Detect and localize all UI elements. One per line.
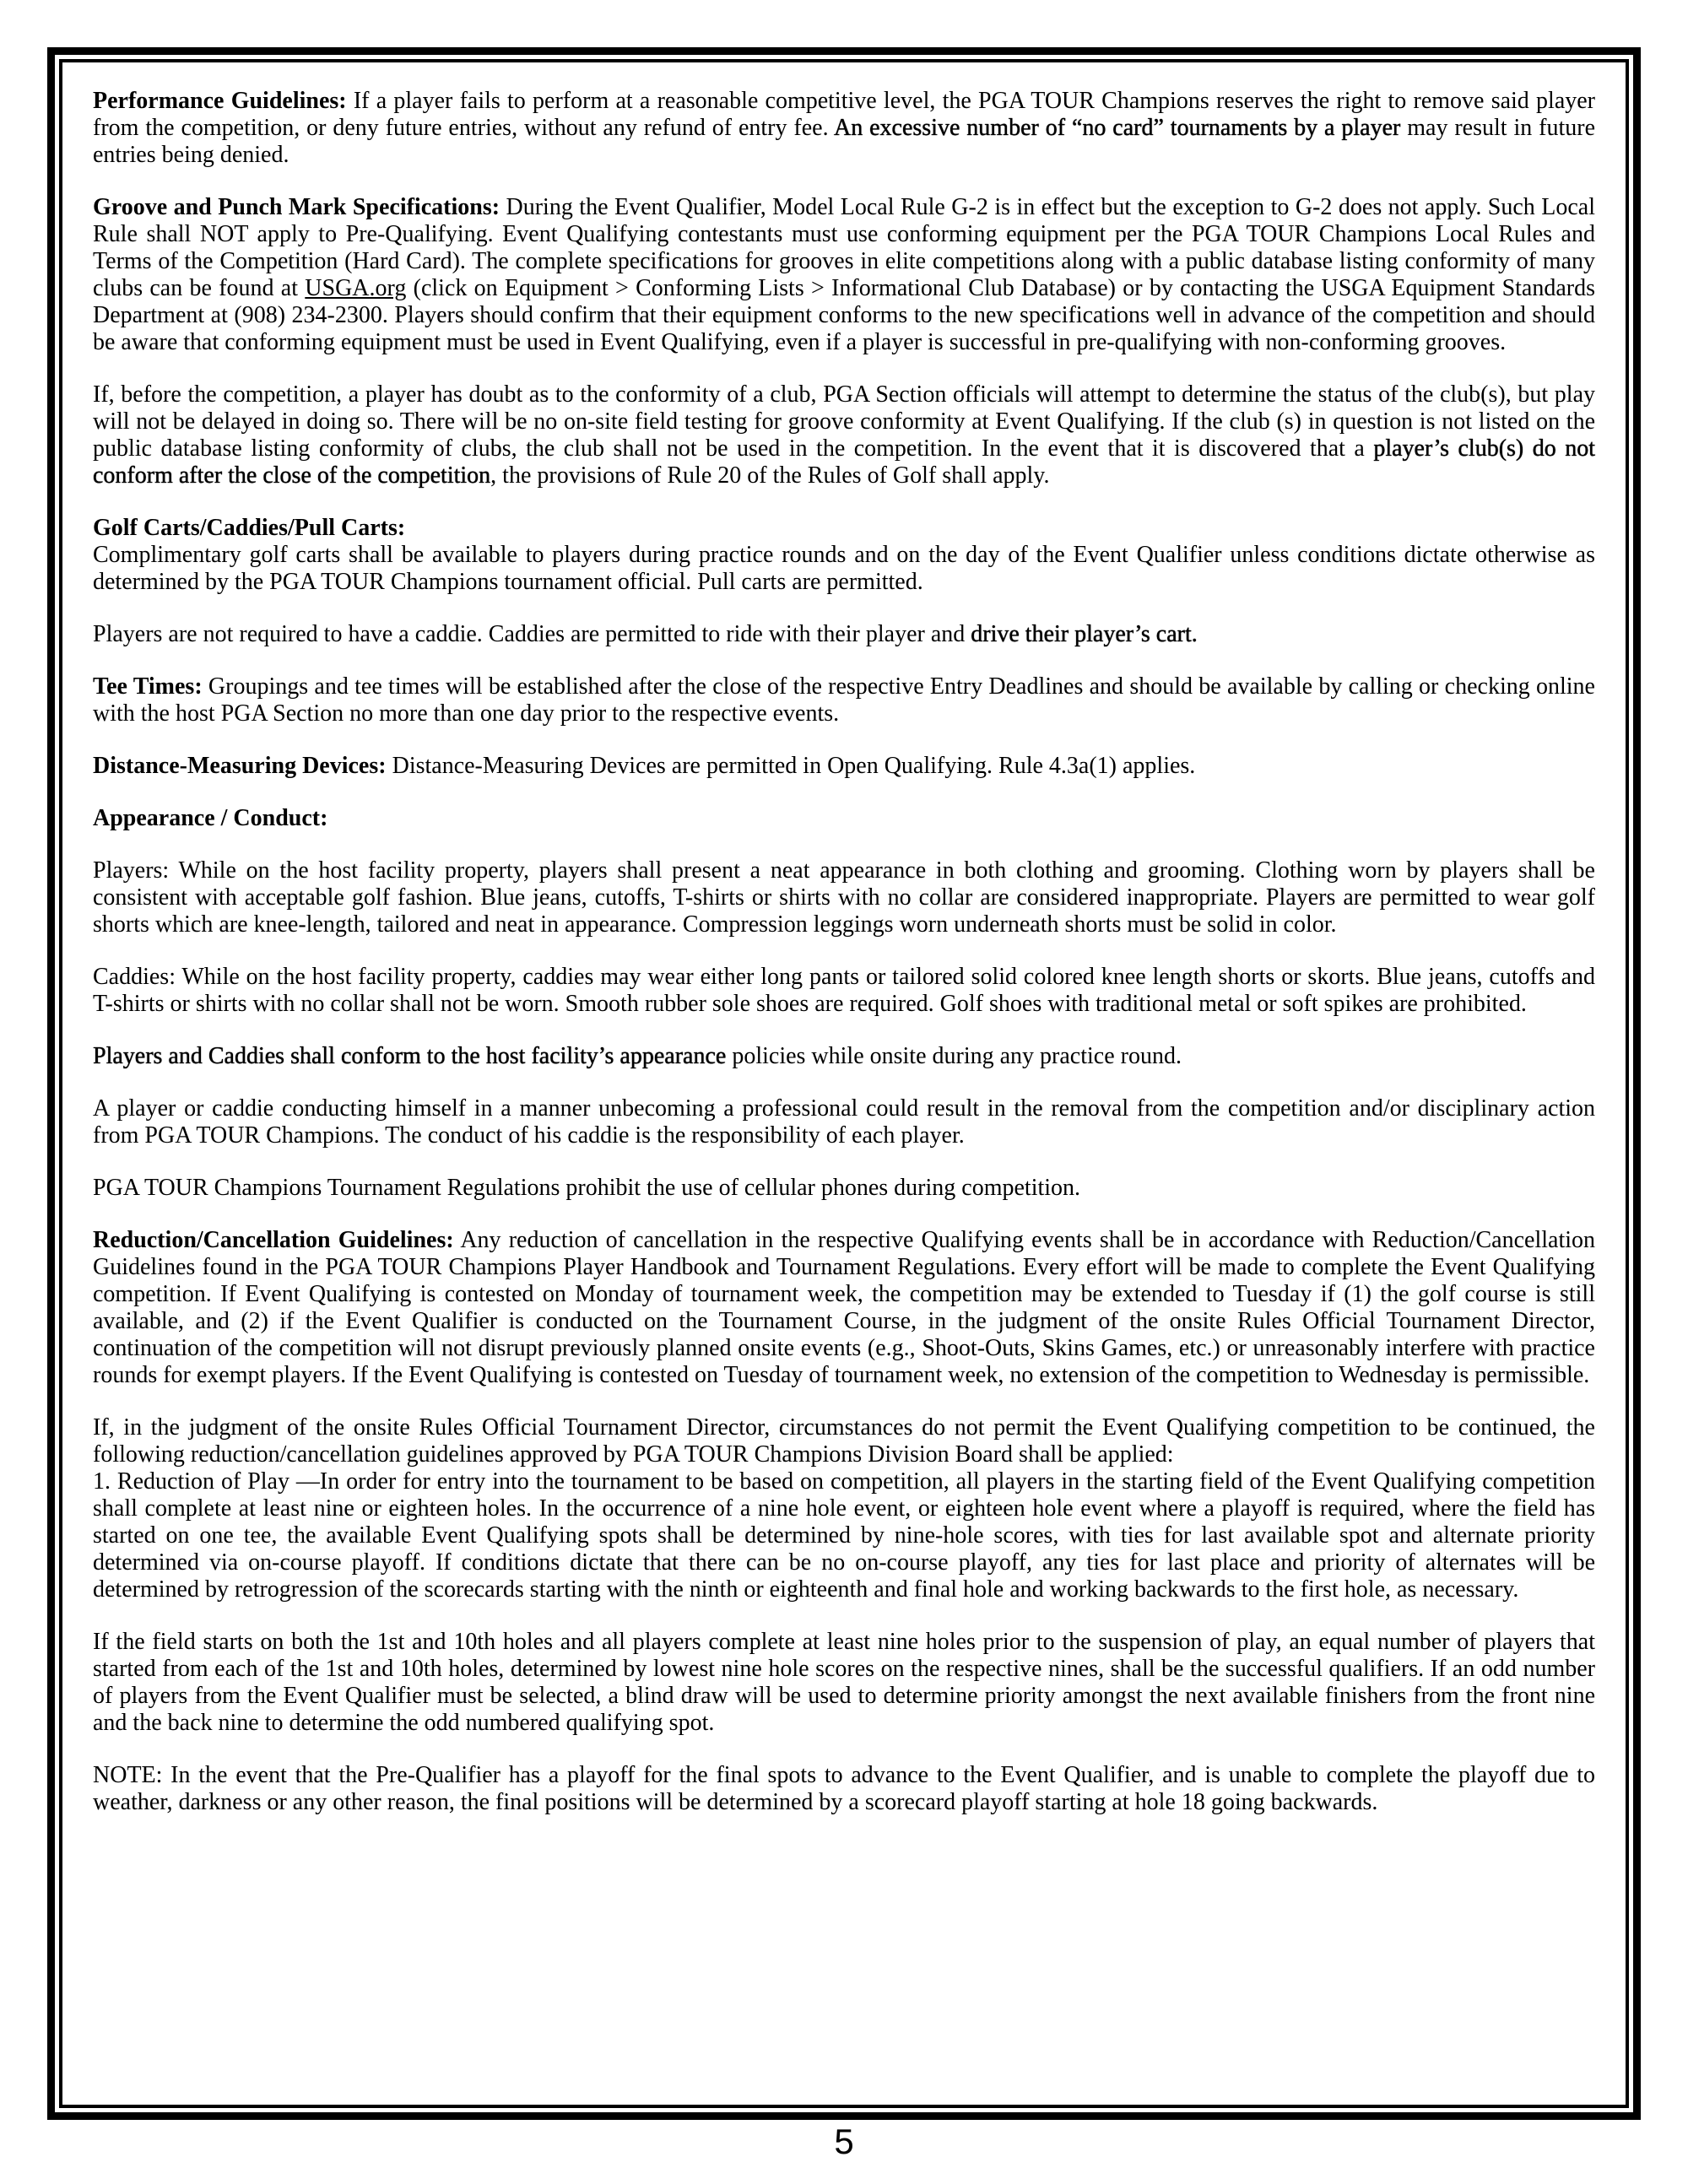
performance-guidelines-paragraph [93,88,1595,169]
caddies-appearance-paragraph [93,964,1595,1018]
text-run: Complimentary golf carts shall be available to players during practice rounds and on the day of the Event Qualifier unless conditions dictate otherwise as determined by the PGA TOUR Champions tournament official. Pull carts are permitted. [93,542,1595,595]
text-run: Any reduction of cancellation in the respective Qualifying events shall be in accordance with Reduction/Cancellation Guidelines found in the PGA TOUR Champions Player Handbook and Tournament Regulations. Every effort will be made to complete the Event Qualifying competition. If Event Qualifying is contested on Monday of tournament week, the competition may be extended to Tuesday if (1) the golf course is still available, and (2) if the Event Qualifier is conducted on the Tournament Course, in the judgment of the onsite Rules Official Tournament Director, continuation of the competition will not disrupt previously planned onsite events (e.g., Shoot-Outs, Skins Games, etc.) or unreasonably interfere with practice rounds for exempt players. If the Event Qualifying is contested on Tuesday of tournament week, no extension of the competition to Wednesday is permissible. [93,1227,1596,1388]
text-run: Tee Times: [93,673,203,700]
text-run: An excessive number of “no card” tournaments by a player [833,115,1401,141]
text-run: If the field starts on both the 1st and 10th holes and all players complete at least nine holes prior to the suspension of play, an equal number of players that started from each of the 1st and 10th holes, determined by lowest nine hole scores on the respective nines, shall be the successful qualifiers. If an odd number of players from the Event Qualifier must be selected, a blind draw will be used to determine priority amongst the next available finishers from the front nine and the back nine to determine the odd numbered qualifying spot. [93,1629,1595,1736]
text-run: player’s club(s) do not conform after the close of the competition [93,435,1595,489]
text-run: (click on Equipment > Conforming Lists > Informational Club Database) or by contacting the USGA Equipment Standards Department at (908) 234-2300. Players should confirm that their equipment conforms to the new specifications well in advance of the competition and should be aware that conforming equipment must be used in Event Qualifying, even if a player is successful in pre-qualifying with non-conforming grooves. [93,275,1596,355]
page-border-outer [47,47,1641,2120]
cellular-phones-paragraph [93,1175,1595,1202]
distance-measuring-paragraph [93,753,1595,780]
page-number: 5 [834,2122,854,2161]
text-run: If, in the judgment of the onsite Rules Official Tournament Director, circumstances do not permit the Event Qualifying competition to be continued, the following reduction/cancellation guidelines approved by PGA TOUR Champions Division Board shall be applied: [93,1414,1595,1468]
text-run: Groove and Punch Mark Specifications: [93,194,500,220]
text-run: If a player fails to perform at a reasonable competitive level, the PGA TOUR Champions reserves the right to remove said player from the competition, or deny future entries, without any refund of entry fee. [93,88,1595,141]
text-run: Distance-Measuring Devices are permitted in Open Qualifying. Rule 4.3a(1) applies. [386,753,1196,779]
text-run: Distance-Measuring Devices: [93,753,387,779]
text-run: Golf Carts/Caddies/Pull Carts: [93,515,406,541]
text-run: Performance Guidelines: [93,88,347,114]
text-run: If, before the competition, a player has doubt as to the conformity of a club, PGA Section officials will attempt to determine the status of the club(s), but play will not be delayed in doing so. There will be no on-site field testing for groove conformity at Event Qualifying. If the club (s) in question is not listed on the public database listing conformity of clubs, the club shall not be used in the competition. In the event that it is discovered that a [93,381,1595,462]
text-run: drive their player’s cart. [971,621,1198,647]
text-run: Players and Caddies shall conform to the host facility’s appearance [93,1043,727,1069]
text-run: Reduction/Cancellation Guidelines: [93,1227,454,1253]
text-run: 1. Reduction of Play —In order for entry into the tournament to be based on competition, all players in the starting field of the Event Qualifying competition shall complete at least nine or eighteen holes. In the occurrence of a nine hole event, or eighteen hole event where a playoff is required, where the field has started on one tee, the available Event Qualifying spots shall be determined by nine-hole scores, with ties for last available spot and alternate priority determined via on-course playoff. If conditions dictate that there can be no on-course playoff, any ties for last place and priority of alternates will be determined by retrogression of the scorecards starting with the ninth or eighteenth and final hole and working backwards to the first hole, as necessary. [93,1468,1595,1603]
text-run: NOTE: In the event that the Pre-Qualifier has a playoff for the final spots to advance to the Event Qualifier, and is unable to complete the playoff due to weather, darkness or any other reason, the final positions will be determined by a scorecard playoff starting at hole 18 going backwards. [93,1762,1595,1815]
text-run: During the Event Qualifier, Model Local Rule G-2 is in effect but the exception to G-2 does not apply. Such Local Rule shall NOT apply to Pre-Qualifying. Event Qualifying contestants must use conforming equipment per the PGA TOUR Champions Local Rules and Terms of the Competition (Hard Card). The complete specifications for grooves in elite competitions along with a public database listing conformity of many clubs can be found at [93,194,1595,301]
reduction-cancellation-paragraph [93,1227,1595,1389]
field-start-paragraph [93,1629,1595,1737]
players-appearance-paragraph [93,857,1595,938]
text-run: Groupings and tee times will be established after the close of the respective Entry Deadlines and should be available by calling or checking online with the host PGA Section no more than one day prior to the respective events. [93,673,1595,727]
text-run: Appearance / Conduct: [93,805,328,831]
note-playoff-paragraph [93,1762,1595,1816]
groove-specifications-paragraph [93,194,1595,356]
text-run: may result in future entries being denied. [93,115,1595,168]
golf-carts-paragraph [93,515,1595,596]
text-run: policies while onsite during any practice round. [726,1043,1182,1069]
tee-times-paragraph [93,673,1595,727]
club-conformity-paragraph [93,381,1595,489]
conduct-unbecoming-paragraph [93,1095,1595,1149]
text-run: Players: While on the host facility property, players shall present a neat appearance in both clothing and grooming. Clothing worn by players shall be consistent with acceptable golf fashion. Blue jeans, cutoffs, T-shirts or shirts with no collar are considered inappropriate. Players are permitted to wear golf shorts which are knee-length, tailored and neat in appearance. Compression leggings worn underneath shorts must be solid in color. [93,857,1595,938]
page-border-inner [59,59,1629,2108]
usga-link[interactable]: USGA.org [305,275,407,301]
text-run: A player or caddie conducting himself in a manner unbecoming a professional could result in the removal from the competition and/or disciplinary action from PGA TOUR Champions. The conduct of his caddie is the responsibility of each player. [93,1095,1595,1149]
text-run: Players are not required to have a caddie. Caddies are permitted to ride with their player and [93,621,971,647]
text-run: , the provisions of Rule 20 of the Rules of Golf shall apply. [490,462,1050,489]
document-content [62,62,1626,1816]
reduction-guidelines-paragraph [93,1414,1595,1603]
text-run: PGA TOUR Champions Tournament Regulations prohibit the use of cellular phones during competition. [93,1175,1081,1201]
facility-appearance-paragraph [93,1043,1595,1070]
text-run: Caddies: While on the host facility property, caddies may wear either long pants or tailored solid colored knee length shorts or skorts. Blue jeans, cutoffs and T-shirts or shirts with no collar shall not be worn. Smooth rubber sole shoes are required. Golf shoes with traditional metal or soft spikes are prohibited. [93,964,1595,1017]
appearance-conduct-heading [93,805,1595,832]
caddie-not-required-paragraph [93,621,1595,648]
